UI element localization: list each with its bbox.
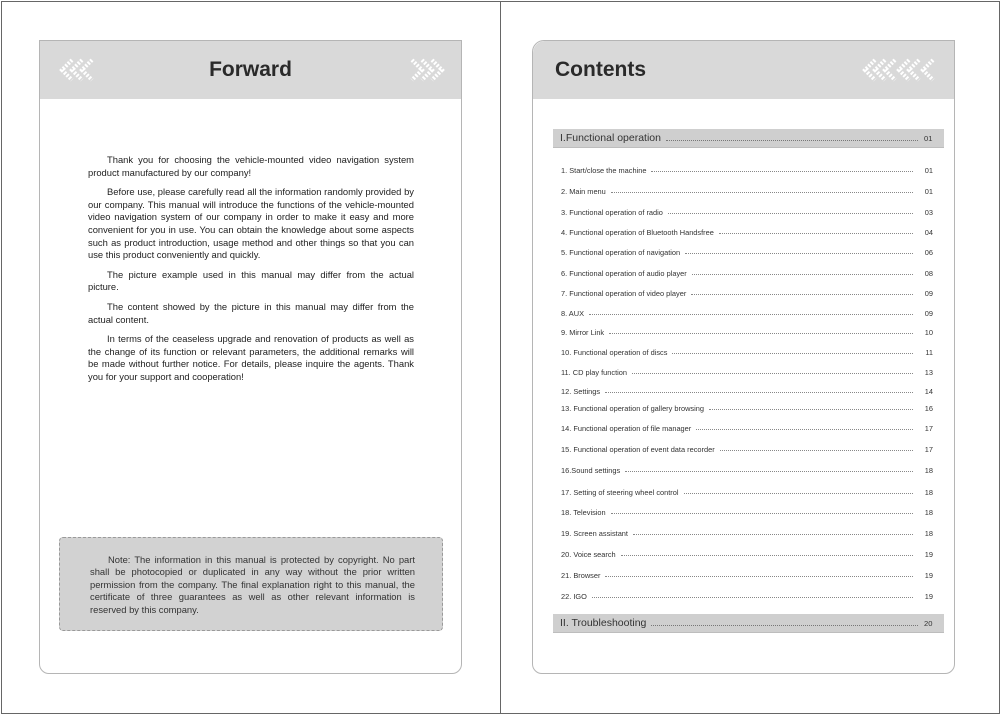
toc-item[interactable] bbox=[561, 245, 933, 259]
forward-paragraph: The picture example used in this manual may differ from the actual picture. bbox=[88, 268, 414, 293]
toc-page-number: 18 bbox=[924, 528, 933, 538]
toc-item-label: 19. Screen assistant bbox=[561, 528, 628, 538]
toc-leader-dots bbox=[592, 597, 913, 598]
toc-leader-dots bbox=[605, 576, 913, 577]
toc-item-label: 3. Functional operation of radio bbox=[561, 207, 663, 217]
copyright-note-text: Note: The information in this manual is protected by copyright. No part shall be photocopied or duplicated in any way without the prior written permission from the company. The final explanation right to this manual, the certificate of three guarantees as well as other relevant information is reserved by this company. bbox=[90, 554, 415, 615]
forward-paragraph: The content showed by the picture in this manual may differ from the actual content. bbox=[88, 300, 414, 325]
toc-item-label: 13. Functional operation of gallery browsing bbox=[561, 403, 704, 413]
double-chevron-right-icon bbox=[410, 58, 446, 82]
toc-section-functional-operation[interactable] bbox=[553, 129, 944, 148]
toc-item[interactable] bbox=[561, 547, 933, 561]
toc-item[interactable] bbox=[561, 526, 933, 540]
forward-paragraph: Before use, please carefully read all the information randomly provided by our company. This manual will introduce the functions of the vehicle-mounted video navigation system of our company in order to make it easy and more convenient for you in use. You can obtain the knowledge about some aspects such as product introduction, usage method and other things so that you can use this product conveniently and quickly. bbox=[88, 186, 414, 261]
toc-item[interactable] bbox=[561, 184, 933, 198]
toc-item[interactable] bbox=[561, 345, 933, 359]
toc-item[interactable] bbox=[561, 421, 933, 435]
toc-item-label: 2. Main menu bbox=[561, 186, 606, 196]
toc-item[interactable] bbox=[561, 325, 933, 339]
toc-page-number: 01 bbox=[924, 186, 933, 196]
toc-leader-dots bbox=[609, 333, 913, 334]
toc-page-number: 10 bbox=[924, 327, 933, 337]
toc-leader-dots bbox=[672, 353, 913, 354]
toc-leader-dots bbox=[666, 140, 918, 141]
toc-item[interactable] bbox=[561, 205, 933, 219]
toc-page-number: 09 bbox=[924, 308, 933, 318]
copyright-note-box bbox=[59, 537, 443, 631]
toc-leader-dots bbox=[684, 493, 914, 494]
forward-header bbox=[40, 41, 461, 101]
toc-section-label: II. Troubleshooting bbox=[560, 617, 647, 629]
toc-leader-dots bbox=[633, 534, 913, 535]
toc-page-number: 19 bbox=[924, 570, 933, 580]
toc-item[interactable] bbox=[561, 163, 933, 177]
toc-leader-dots bbox=[589, 314, 913, 315]
toc-item-label: 14. Functional operation of file manager bbox=[561, 423, 692, 433]
toc-item-label: 21. Browser bbox=[561, 570, 601, 580]
toc-leader-dots bbox=[632, 373, 913, 374]
toc-page-number: 19 bbox=[924, 549, 933, 559]
forward-title: Forward bbox=[209, 58, 292, 81]
toc-leader-dots bbox=[720, 450, 913, 451]
toc-item[interactable] bbox=[561, 505, 933, 519]
toc-page-number: 16 bbox=[924, 403, 933, 413]
toc-item-label: 1. Start/close the machine bbox=[561, 165, 647, 175]
toc-item[interactable] bbox=[561, 401, 933, 415]
toc-item[interactable] bbox=[561, 589, 933, 603]
forward-paragraph: In terms of the ceaseless upgrade and renovation of products as well as the change of its function or relevant parameters, the additional remarks will be made without further notice. For details, please inquire the agents. Thank you for your support and cooperation! bbox=[88, 333, 414, 382]
toc-page-number: 13 bbox=[924, 367, 933, 377]
toc-page-number: 01 bbox=[924, 133, 933, 143]
toc-item-label: 15. Functional operation of event data recorder bbox=[561, 444, 715, 454]
toc-page-number: 20 bbox=[924, 618, 933, 628]
toc-item[interactable] bbox=[561, 266, 933, 280]
toc-item[interactable] bbox=[561, 463, 933, 477]
toc-page-number: 14 bbox=[924, 386, 933, 396]
contents-title: Contents bbox=[555, 58, 646, 81]
toc-item[interactable] bbox=[561, 286, 933, 300]
toc-page-number: 17 bbox=[924, 423, 933, 433]
toc-page-number: 04 bbox=[924, 227, 933, 237]
toc-item[interactable] bbox=[561, 568, 933, 582]
toc-leader-dots bbox=[668, 213, 913, 214]
contents-panel bbox=[532, 40, 955, 674]
toc-item-label: 4. Functional operation of Bluetooth Handsfree bbox=[561, 227, 714, 237]
forward-panel bbox=[39, 40, 462, 674]
toc-leader-dots bbox=[625, 471, 913, 472]
toc-item-label: 7. Functional operation of video player bbox=[561, 288, 687, 298]
toc-item-label: 17. Setting of steering wheel control bbox=[561, 487, 679, 497]
toc-item-label: 22. IGO bbox=[561, 591, 587, 601]
toc-leader-dots bbox=[611, 192, 913, 193]
toc-page-number: 09 bbox=[924, 288, 933, 298]
toc-leader-dots bbox=[605, 392, 913, 393]
toc-leader-dots bbox=[719, 233, 913, 234]
toc-item[interactable] bbox=[561, 442, 933, 456]
toc-section-label: I.Functional operation bbox=[560, 132, 661, 144]
toc-item[interactable] bbox=[561, 306, 933, 320]
toc-item[interactable] bbox=[561, 225, 933, 239]
toc-page-number: 01 bbox=[924, 165, 933, 175]
toc-page-number: 18 bbox=[924, 487, 933, 497]
toc-page-number: 18 bbox=[924, 507, 933, 517]
toc-leader-dots bbox=[621, 555, 913, 556]
toc-item-label: 11. CD play function bbox=[561, 367, 628, 377]
toc-item-label: 20. Voice search bbox=[561, 549, 616, 559]
forward-paragraph: Thank you for choosing the vehicle-mounted video navigation system product manufactured by our company! bbox=[88, 154, 414, 178]
toc-page-number: 08 bbox=[924, 268, 933, 278]
toc-leader-dots bbox=[692, 274, 913, 275]
toc-item-label: 8. AUX bbox=[561, 308, 585, 318]
toc-item-label: 5. Functional operation of navigation bbox=[561, 247, 681, 257]
toc-item-label: 18. Television bbox=[561, 507, 606, 517]
table-of-contents bbox=[533, 41, 954, 673]
toc-leader-dots bbox=[651, 171, 913, 172]
toc-page-number: 06 bbox=[924, 247, 933, 257]
toc-item-label: 9. Mirror Link bbox=[561, 327, 605, 337]
forward-body bbox=[88, 154, 414, 391]
toc-leader-dots bbox=[709, 409, 913, 410]
toc-page-number: 19 bbox=[924, 591, 933, 601]
toc-page-number: 03 bbox=[924, 207, 933, 217]
toc-leader-dots bbox=[685, 253, 913, 254]
toc-page-number: 17 bbox=[924, 444, 933, 454]
toc-page-number: 18 bbox=[924, 465, 933, 475]
toc-item[interactable] bbox=[561, 384, 933, 398]
toc-item-label: 16.Sound settings bbox=[561, 465, 621, 475]
toc-item-label: 10. Functional operation of discs bbox=[561, 347, 668, 357]
toc-item-label: 6. Functional operation of audio player bbox=[561, 268, 687, 278]
toc-page-number: 11 bbox=[925, 347, 933, 357]
toc-leader-dots bbox=[696, 429, 913, 430]
toc-item[interactable] bbox=[561, 365, 933, 379]
toc-section-troubleshooting[interactable] bbox=[553, 614, 944, 633]
toc-leader-dots bbox=[651, 625, 918, 626]
toc-leader-dots bbox=[691, 294, 913, 295]
toc-leader-dots bbox=[611, 513, 913, 514]
toc-item[interactable] bbox=[561, 485, 933, 499]
toc-item-label: 12. Settings bbox=[561, 386, 601, 396]
